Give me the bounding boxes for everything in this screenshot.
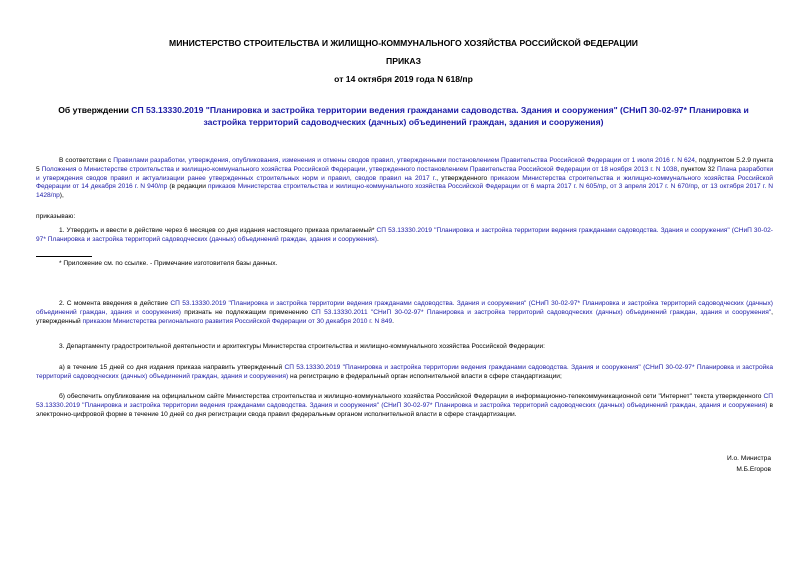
title-sp-link[interactable]: СП 53.13330.2019 "Планировка и застройка территории ведения гражданами садоводства. Здания и сооружения" (СНиП 30-02-97* Планировка и застройка территорий садоводческих (дачных) объединений граждан, здания и сооружения)	[131, 105, 749, 127]
item-3a-sp-link[interactable]: СП 53.13330.2019 "Планировка и застройка территории ведения гражданами садоводства. Здания и сооружения" (СНиП 30-02-97* Планировка и застройка территорий садоводческих (дачных) объединений граждан, здания и сооружения)	[36, 364, 774, 380]
document-title	[36, 104, 771, 128]
item-2-paragraph	[36, 300, 773, 326]
order-670-link[interactable]: от 3 апреля 2017 г. N 670/пр	[610, 183, 698, 191]
item-2-sp-2019-link[interactable]: СП 53.13330.2019 "Планировка и застройка территории ведения гражданами садоводства. Здания и сооружения" (СНиП 30-02-97* Планировка и застройка территорий садоводческих (дачных) объединений граждан, здания и сооружения)	[36, 300, 773, 316]
ministry-heading: МИНИСТЕРСТВО СТРОИТЕЛЬСТВА И ЖИЛИЩНО-КОММУНАЛЬНОГО ХОЗЯЙСТВА РОССИЙСКОЙ ФЕДЕРАЦИИ	[169, 38, 638, 48]
item-1-sp-link[interactable]: СП 53.13330.2019 "Планировка и застройка территории ведения гражданами садоводства. Здания и сооружения" (СНиП 30-02-97* Планировка и застройка территорий садоводческих (дачных) объединений граждан, здания и сооружения)	[36, 227, 773, 243]
item-3b-text: в электронно-цифровой форме в течение 10 дней со дня регистрации свода правил федеральным органом исполнительной власти в сфере стандартизации.	[36, 401, 773, 418]
doc-type-heading: ПРИКАЗ	[386, 56, 421, 66]
orders-line: приказываю:	[36, 213, 76, 220]
footnote: * Приложение см. по ссылке. - Примечание изготовителя базы данных.	[59, 260, 278, 267]
plan-link[interactable]: Плана разработки и утверждения сводов правил и актуализации ранее утвержденных строительных норм и правил, сводов правил на 2017 г.	[36, 165, 774, 182]
item-1-paragraph	[36, 227, 773, 245]
preamble-text: ),	[59, 192, 64, 200]
preamble-text: ,	[606, 183, 611, 191]
order-940-link[interactable]: приказом Министерства строительства и жилищно-коммунального хозяйства Российской Федерации от 14 декабря 2016 г. N 940/пр	[36, 174, 773, 191]
item-2-sp-2011-link[interactable]: СП 53.13330.2011 "СНиП 30-02-97* Планировка и застройка территорий садоводческих (дачных) объединений граждан, здания и сооружения"	[311, 308, 772, 316]
signatory-position: И.о. Министра	[726, 455, 771, 462]
footnote-divider	[36, 256, 92, 257]
preamble-text: , подпунктом 5.2.9 пункта 5	[36, 157, 773, 173]
signatory-name: М.Б.Егоров	[736, 466, 771, 473]
preamble-text: В соответствии с	[59, 157, 114, 164]
doc-date-heading: от 14 октября 2019 года N 618/пр	[334, 74, 473, 84]
item-2-text: , утвержденный	[36, 308, 773, 325]
preamble-paragraph	[36, 157, 773, 201]
item-1-text: 1. Утвердить и ввести в действие через 6 месяцев со дня издания настоящего приказа прилагаемый*	[59, 227, 377, 234]
preamble-text: ,	[697, 183, 702, 191]
preamble-text: , пунктом 32	[677, 165, 717, 173]
order-1428-link[interactable]: от 13 октября 2017 г. N 1428/пр	[36, 183, 774, 200]
regulation-link[interactable]: Положения о Министерстве строительства и жилищно-коммунального хозяйства Российской Федерации, утвержденного постановлением Правительства Российской Федерации от 18 ноября 2013 г. N 1038	[41, 165, 678, 173]
item-1-text: .	[376, 235, 379, 243]
preamble-text: , утвержденного	[436, 174, 491, 182]
item-2-text: признать не подлежащим применению	[180, 308, 312, 316]
order-849-link[interactable]: приказом Министерства регионального развития Российской Федерации от 30 декабря 2010 г. N 849	[82, 317, 393, 325]
item-3-paragraph: 3. Департаменту градостроительной деятельности и архитектуры Министерства строительства и жилищно-коммунального хозяйства Российской Федерации:	[59, 343, 546, 350]
item-3a-paragraph	[36, 364, 773, 382]
item-3b-sp-link[interactable]: СП 53.13330.2019 "Планировка и застройка территории ведения гражданами садоводства. Здания и сооружения" (СНиП 30-02-97* Планировка и застройка территорий садоводческих (дачных) объединений граждан, здания и сооружения)	[36, 393, 773, 409]
item-3a-text: а) в течение 15 дней со дня издания приказа направить утвержденный	[59, 364, 285, 371]
item-2-text: 2. С момента введения в действие	[59, 300, 171, 307]
preamble-text: (в редакции	[167, 183, 209, 191]
item-3b-text: б) обеспечить опубликование на официальном сайте Министерства строительства и жилищно-коммунального хозяйства Российской Федерации в информационно-телекоммуникационной сети "Интернет" текста утвержденного	[59, 393, 764, 400]
rules-link[interactable]: Правилами разработки, утверждения, опубликования, изменения и отмены сводов правил, утвержденными постановлением Правительства Российской Федерации от 1 июля 2016 г. N 624	[113, 157, 695, 164]
title-prefix: Об утверждении	[58, 105, 132, 115]
item-2-text: .	[392, 317, 394, 325]
order-605-link[interactable]: приказов Министерства строительства и жилищно-коммунального хозяйства Российской Федерации от 6 марта 2017 г. N 605/пр	[208, 183, 607, 191]
item-3b-paragraph	[36, 393, 773, 419]
item-3a-text: на регистрацию в федеральный орган исполнительной власти в сфере стандартизации;	[288, 372, 562, 380]
